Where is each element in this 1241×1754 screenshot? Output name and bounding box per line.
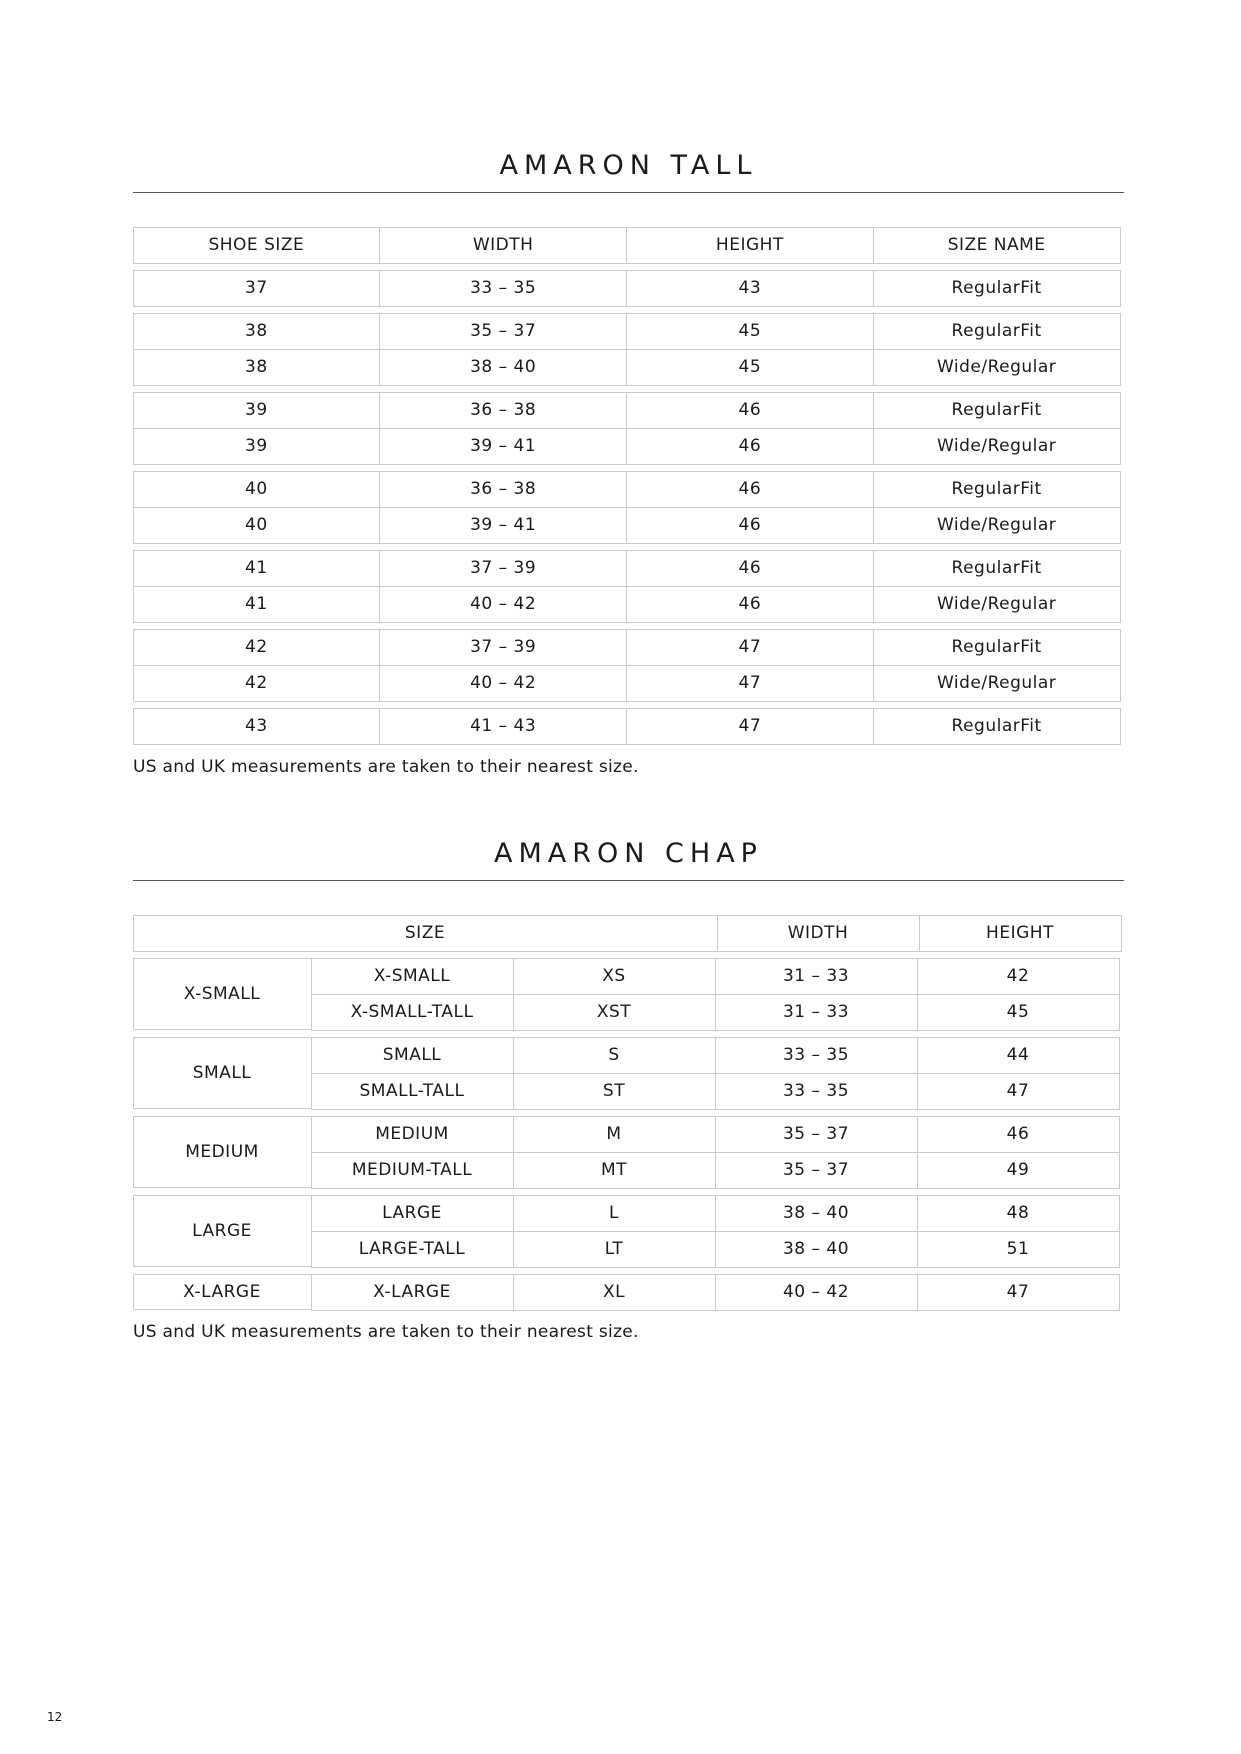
tall-row-group xyxy=(133,708,1124,744)
width-cell: 38 – 40 xyxy=(715,1195,918,1232)
height-cell: 47 xyxy=(626,665,874,702)
shoe-size-cell: 38 xyxy=(133,313,381,350)
tall-row-group xyxy=(133,392,1124,464)
width-cell: 35 – 37 xyxy=(715,1152,918,1189)
size-name-cell: MEDIUM-TALL xyxy=(311,1152,514,1189)
tall-header-width: WIDTH xyxy=(379,227,627,264)
size-name-cell: Wide/Regular xyxy=(873,586,1121,623)
width-cell: 37 – 39 xyxy=(379,550,627,587)
table-row xyxy=(133,586,1124,622)
height-cell: 46 xyxy=(626,392,874,429)
height-cell: 47 xyxy=(626,708,874,745)
table-row xyxy=(311,1037,1119,1073)
size-name-cell: RegularFit xyxy=(873,270,1121,307)
table-row xyxy=(133,313,1124,349)
size-name-cell: RegularFit xyxy=(873,629,1121,666)
width-cell: 36 – 38 xyxy=(379,392,627,429)
size-name-cell: X-SMALL xyxy=(311,958,514,995)
size-name-cell: RegularFit xyxy=(873,708,1121,745)
table-row xyxy=(133,708,1124,744)
shoe-size-cell: 42 xyxy=(133,665,381,702)
tall-size-table xyxy=(133,227,1124,751)
chap-title: AMARON CHAP xyxy=(494,838,763,869)
width-cell: 35 – 37 xyxy=(379,313,627,350)
chap-note: US and UK measurements are taken to their nearest size. xyxy=(133,1322,639,1342)
page-number: 12 xyxy=(47,1710,63,1724)
shoe-size-cell: 43 xyxy=(133,708,381,745)
tall-note: US and UK measurements are taken to their nearest size. xyxy=(133,757,639,777)
size-group-cell: LARGE xyxy=(133,1195,312,1267)
size-name-cell: SMALL xyxy=(311,1037,514,1074)
tall-title-rule xyxy=(133,192,1124,193)
width-cell: 33 – 35 xyxy=(715,1037,918,1074)
table-row xyxy=(133,471,1124,507)
size-code-cell: S xyxy=(513,1037,716,1074)
height-cell: 49 xyxy=(917,1152,1120,1189)
height-cell: 46 xyxy=(626,507,874,544)
width-cell: 38 – 40 xyxy=(379,349,627,386)
width-cell: 41 – 43 xyxy=(379,708,627,745)
size-name-cell: SMALL-TALL xyxy=(311,1073,514,1110)
chap-row-group xyxy=(133,1274,1124,1310)
size-code-cell: XS xyxy=(513,958,716,995)
height-cell: 51 xyxy=(917,1231,1120,1268)
size-group-cell: X-LARGE xyxy=(133,1274,312,1310)
chap-header-row xyxy=(133,915,1124,951)
table-row xyxy=(311,1195,1119,1231)
table-row xyxy=(311,1274,1119,1310)
size-name-cell: LARGE-TALL xyxy=(311,1231,514,1268)
height-cell: 47 xyxy=(626,629,874,666)
chap-title-rule xyxy=(133,880,1124,881)
height-cell: 46 xyxy=(626,550,874,587)
shoe-size-cell: 38 xyxy=(133,349,381,386)
table-row xyxy=(133,507,1124,543)
width-cell: 33 – 35 xyxy=(379,270,627,307)
shoe-size-cell: 42 xyxy=(133,629,381,666)
size-group-cell: X-SMALL xyxy=(133,958,312,1030)
height-cell: 42 xyxy=(917,958,1120,995)
width-cell: 31 – 33 xyxy=(715,958,918,995)
tall-row-group xyxy=(133,270,1124,306)
width-cell: 36 – 38 xyxy=(379,471,627,508)
height-cell: 46 xyxy=(626,428,874,465)
tall-title: AMARON TALL xyxy=(499,150,758,181)
chap-row-group xyxy=(133,958,1124,1030)
width-cell: 37 – 39 xyxy=(379,629,627,666)
size-group-cell: SMALL xyxy=(133,1037,312,1109)
tall-header-shoe-size: SHOE SIZE xyxy=(133,227,381,264)
size-name-cell: X-LARGE xyxy=(311,1274,514,1311)
width-cell: 38 – 40 xyxy=(715,1231,918,1268)
tall-row-group xyxy=(133,629,1124,701)
size-code-cell: XST xyxy=(513,994,716,1031)
shoe-size-cell: 40 xyxy=(133,507,381,544)
size-code-cell: ST xyxy=(513,1073,716,1110)
table-row xyxy=(311,1231,1119,1267)
tall-header-height: HEIGHT xyxy=(626,227,874,264)
height-cell: 47 xyxy=(917,1073,1120,1110)
shoe-size-cell: 40 xyxy=(133,471,381,508)
table-row xyxy=(311,1116,1119,1152)
height-cell: 45 xyxy=(917,994,1120,1031)
height-cell: 44 xyxy=(917,1037,1120,1074)
width-cell: 31 – 33 xyxy=(715,994,918,1031)
width-cell: 39 – 41 xyxy=(379,428,627,465)
size-name-cell: Wide/Regular xyxy=(873,428,1121,465)
table-row xyxy=(133,392,1124,428)
width-cell: 40 – 42 xyxy=(379,665,627,702)
size-code-cell: LT xyxy=(513,1231,716,1268)
chap-header-width: WIDTH xyxy=(717,915,920,952)
table-row xyxy=(133,270,1124,306)
table-row xyxy=(133,428,1124,464)
height-cell: 43 xyxy=(626,270,874,307)
height-cell: 46 xyxy=(626,471,874,508)
chap-header-height: HEIGHT xyxy=(919,915,1122,952)
size-name-cell: X-SMALL-TALL xyxy=(311,994,514,1031)
table-row xyxy=(311,1152,1119,1188)
height-cell: 46 xyxy=(917,1116,1120,1153)
width-cell: 39 – 41 xyxy=(379,507,627,544)
chap-row-group xyxy=(133,1037,1124,1109)
size-code-cell: XL xyxy=(513,1274,716,1311)
chap-header-size: SIZE xyxy=(133,915,718,952)
tall-header-size-name: SIZE NAME xyxy=(873,227,1121,264)
size-name-cell: LARGE xyxy=(311,1195,514,1232)
tall-header-row xyxy=(133,227,1124,263)
width-cell: 33 – 35 xyxy=(715,1073,918,1110)
size-name-cell: RegularFit xyxy=(873,392,1121,429)
table-row xyxy=(133,629,1124,665)
size-name-cell: RegularFit xyxy=(873,471,1121,508)
tall-row-group xyxy=(133,550,1124,622)
tall-row-group xyxy=(133,471,1124,543)
shoe-size-cell: 39 xyxy=(133,428,381,465)
height-cell: 45 xyxy=(626,349,874,386)
size-name-cell: RegularFit xyxy=(873,550,1121,587)
width-cell: 35 – 37 xyxy=(715,1116,918,1153)
height-cell: 46 xyxy=(626,586,874,623)
size-name-cell: MEDIUM xyxy=(311,1116,514,1153)
shoe-size-cell: 37 xyxy=(133,270,381,307)
width-cell: 40 – 42 xyxy=(379,586,627,623)
size-name-cell: Wide/Regular xyxy=(873,665,1121,702)
table-row xyxy=(133,349,1124,385)
chap-row-group xyxy=(133,1116,1124,1188)
table-row xyxy=(311,994,1119,1030)
size-name-cell: Wide/Regular xyxy=(873,507,1121,544)
size-name-cell: Wide/Regular xyxy=(873,349,1121,386)
size-name-cell: RegularFit xyxy=(873,313,1121,350)
table-row xyxy=(133,550,1124,586)
width-cell: 40 – 42 xyxy=(715,1274,918,1311)
shoe-size-cell: 41 xyxy=(133,586,381,623)
height-cell: 45 xyxy=(626,313,874,350)
table-row xyxy=(311,958,1119,994)
size-code-cell: MT xyxy=(513,1152,716,1189)
size-code-cell: M xyxy=(513,1116,716,1153)
table-row xyxy=(311,1073,1119,1109)
shoe-size-cell: 39 xyxy=(133,392,381,429)
tall-row-group xyxy=(133,313,1124,385)
size-code-cell: L xyxy=(513,1195,716,1232)
size-group-cell: MEDIUM xyxy=(133,1116,312,1188)
chap-row-group xyxy=(133,1195,1124,1267)
shoe-size-cell: 41 xyxy=(133,550,381,587)
table-row xyxy=(133,665,1124,701)
height-cell: 47 xyxy=(917,1274,1120,1311)
chap-size-table xyxy=(133,915,1124,1317)
height-cell: 48 xyxy=(917,1195,1120,1232)
